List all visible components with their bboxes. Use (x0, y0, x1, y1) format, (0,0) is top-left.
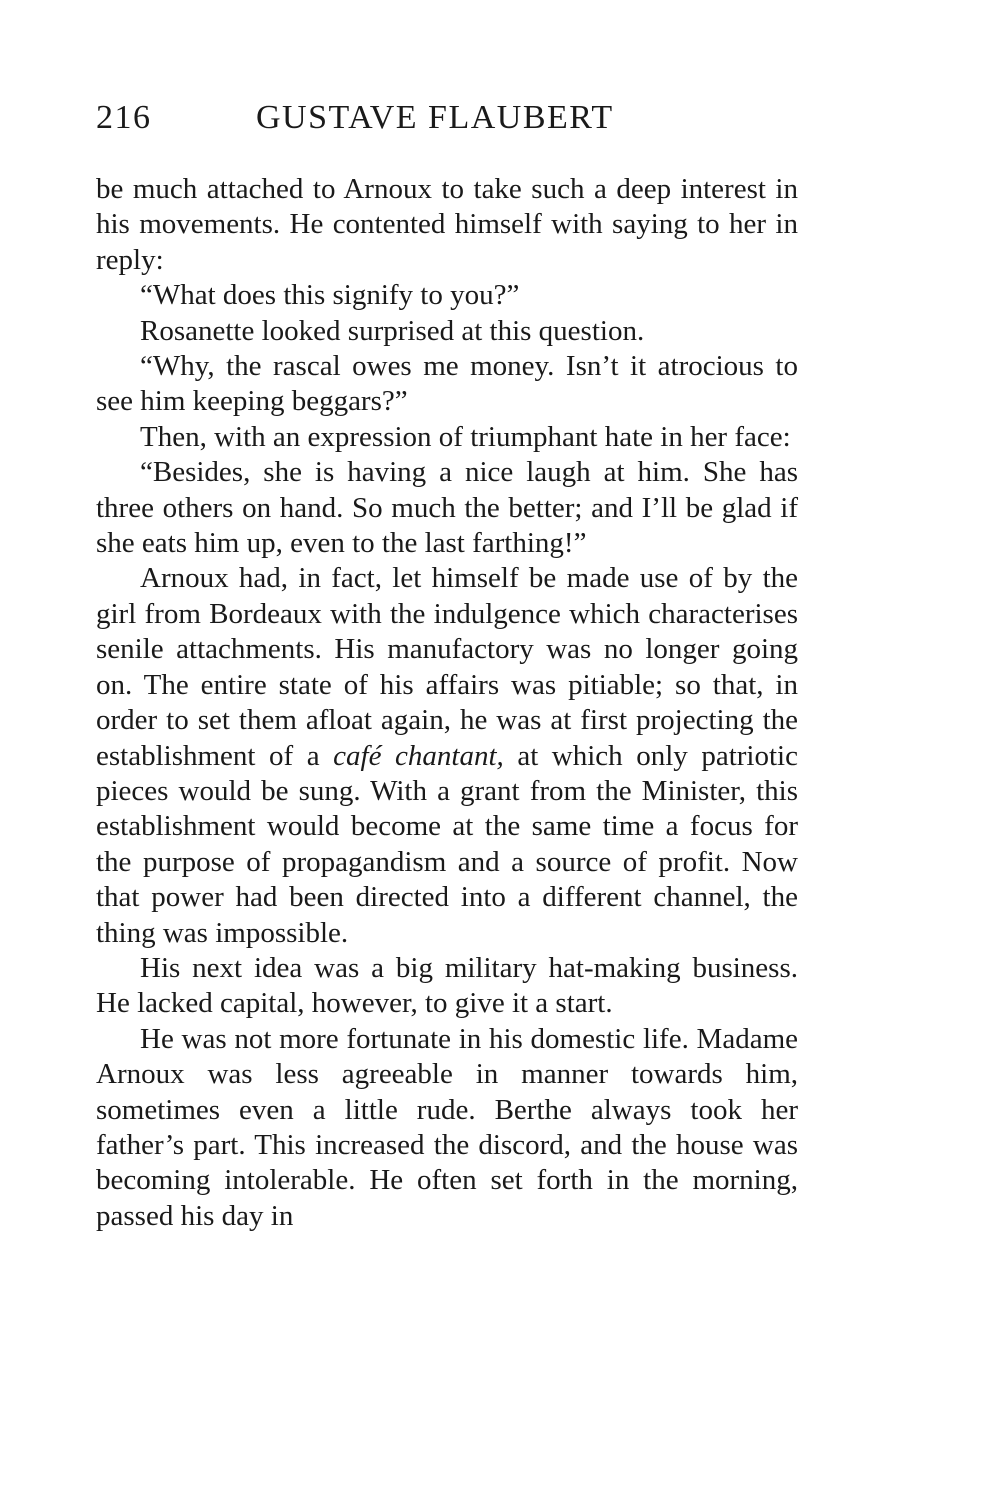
body-text (96, 172, 798, 1234)
paragraph-7-italic-phrase: café chantant, (333, 739, 504, 772)
paragraph-4: “Why, the rascal owes me money. Isn’t it atrocious to see him keeping beggars?” (96, 350, 798, 418)
paragraph-5: Then, with an expression of triumphant hate in her face: (140, 420, 791, 453)
running-header (96, 98, 816, 138)
paragraph-8: His next idea was a big military hat-making business. He lacked capital, however, to give it a start. (96, 951, 798, 1020)
paragraph-1: be much attached to Arnoux to take such a deep interest in his movements. He contented himself with saying to her in reply: (96, 173, 798, 276)
paragraph-9: He was not more fortunate in his domestic life. Madame Arnoux was less agreeable in manner towards him, sometimes even a little rude. Berthe always took her father’s part. This increased the discord, and the house was becoming intolerable. He often set forth in the morning, passed his day in (96, 1022, 798, 1232)
paragraph-2: “What does this signify to you?” (140, 279, 520, 312)
paragraph-3: Rosanette looked surprised at this question. (140, 314, 645, 347)
paragraph-7 (96, 561, 798, 950)
paragraph-7-text-end: at which only patriotic pieces would be sung. With a grant from the Minister, this establishment would become at the same time a focus for the purpose of propagandism and a source of profit. Now that power had been directed into a different channel, the thing was impossible. (96, 739, 798, 949)
running-title: GUSTAVE FLAUBERT (256, 99, 614, 136)
page-number: 216 (96, 99, 152, 136)
paragraph-6: “Besides, she is having a nice laugh at him. She has three others on hand. So much the better; and I’ll be glad if she eats him up, even to the last farthing!” (96, 456, 798, 560)
paragraph-7-text-start: Arnoux had, in fact, let himself be made use of by the girl from Bordeaux with the indulgence which characterises senile attachments. His manufactory was no longer going on. The entire state of his affairs was pitiable; so that, in order to set them afloat again, he was at first projecting the establishment of a (96, 562, 798, 772)
